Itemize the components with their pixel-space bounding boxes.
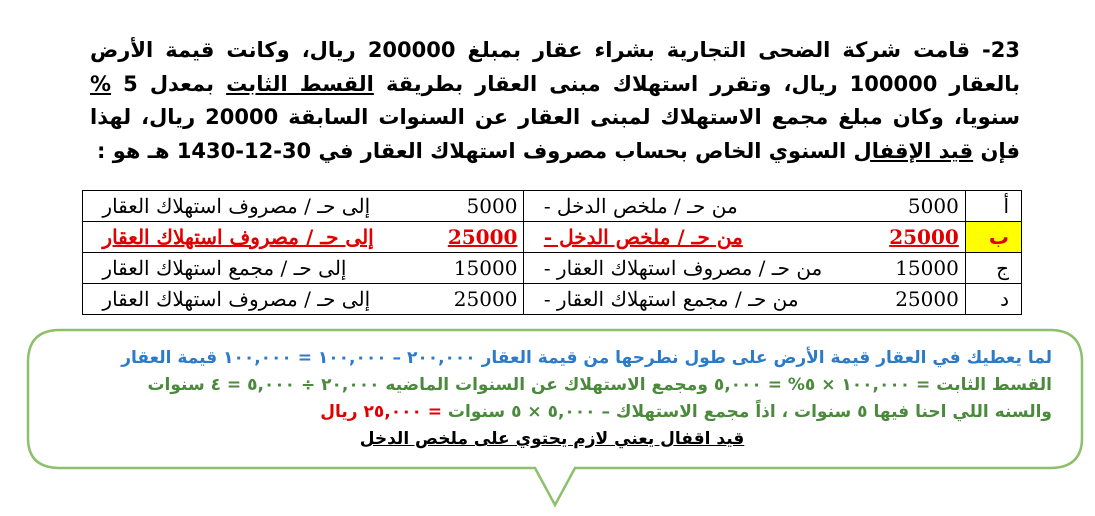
option-letter: أ <box>965 191 1021 222</box>
explanation-line-4: قيد اقفال يعني لازم يحتوي على ملخص الدخل <box>359 429 745 449</box>
debit-entry: 25000من حـ / مجمع استهلاك العقار - <box>524 284 965 315</box>
option-letter: ب <box>965 222 1021 253</box>
option-letter: د <box>965 284 1021 315</box>
question-part: سنويا، وكان مبلغ مجمع الاستهلاك لمبنى العقار عن السنوات السابقة 20000 ريال، لهذا فإن <box>90 105 1020 163</box>
credit-entry: 5000إلى حـ / مصروف استهلاك العقار <box>83 191 524 222</box>
option-letter: ج <box>965 253 1021 284</box>
question-part: بمعدل 5 <box>123 71 214 96</box>
question-underlined-percent: % <box>90 71 112 96</box>
explanation-line-2: القسط الثابت = ١٠٠,٠٠٠ × ٥% = ٥,٠٠٠ ومجمع الاستهلاك عن السنوات الماضيه ٢٠,٠٠٠ ÷ ٥,٠٠٠ = ٤ سنوات <box>147 375 1052 395</box>
explanation-result: = ٢٥,٠٠٠ ريال <box>320 402 442 422</box>
credit-entry: 25000إلى حـ / مصروف استهلاك العقار <box>83 222 524 253</box>
question-underlined-method: القسط الثابت <box>226 71 374 96</box>
question-part: 23- قامت شركة الضحى التجارية بشراء عقار بمبلغ 200000 ريال، وكانت قيمة الأرض بالعقار 100000 ريال، وتقرر استهلاك مبنى العقار بطريقة <box>90 38 1021 96</box>
debit-entry: 5000من حـ / ملخص الدخل - <box>524 191 965 222</box>
question-part: السنوي الخاص بحساب مصروف استهلاك العقار في 30-12-1430 هـ هو : <box>97 138 847 163</box>
credit-entry: 25000إلى حـ / مصروف استهلاك العقار <box>83 284 524 315</box>
explanation-line-1: لما يعطيك في العقار قيمة الأرض على طول نطرحها من قيمة العقار ٢٠٠,٠٠٠ – ١٠٠,٠٠٠ = ١٠٠,٠٠٠ قيمة العقار <box>121 348 1052 368</box>
explanation-text <box>52 345 1052 453</box>
explanation-line-3: والسنه اللي احنا فيها ٥ سنوات ، اذاً مجمع الاستهلاك – ٥,٠٠٠ × ٥ سنوات = ٢٥,٠٠٠ ريال <box>320 402 1052 422</box>
debit-entry: 25000من حـ / ملخص الدخل - <box>524 222 965 253</box>
debit-entry: 15000من حـ / مصروف استهلاك العقار - <box>524 253 965 284</box>
credit-entry: 15000إلى حـ / مجمع استهلاك العقار <box>83 253 524 284</box>
question-underlined-closing: قيد الإقفال <box>853 138 974 163</box>
